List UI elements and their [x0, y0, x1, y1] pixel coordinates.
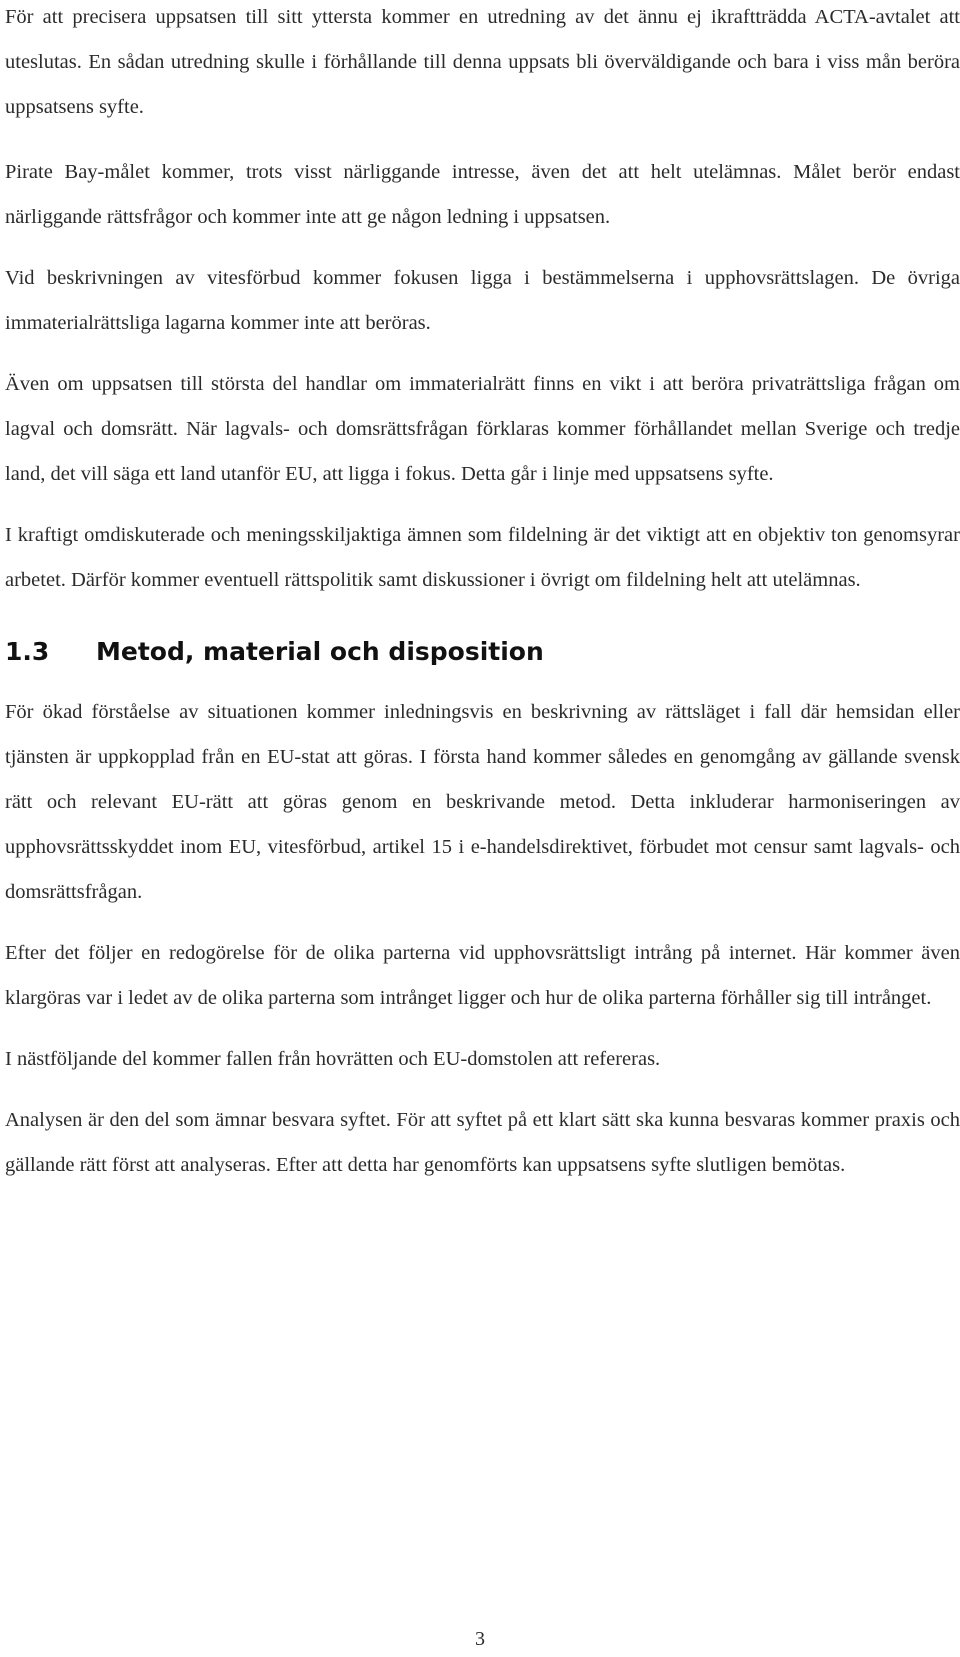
paragraph-objektiv-ton: I kraftigt omdiskuterade och meningsskiljaktiga ämnen som fildelning är det viktigt att en objektiv ton genomsyrar arbetet. Därför kommer eventuell rättspolitik samt diskussioner i övrigt om fildelning helt att utelämnas. [5, 524, 960, 591]
section-heading [5, 632, 960, 672]
paragraph-pirate-bay-exclusion: Pirate Bay-målet kommer, trots visst närliggande intresse, även det att helt utelämnas. Målet berör endast närliggande rättsfrågor och kommer inte att ge någon ledning i uppsatsen. [5, 161, 960, 228]
document-page [5, 0, 960, 1188]
paragraph-lagval-domsratt: Även om uppsatsen till största del handlar om immaterialrätt finns en vikt i att beröra privaträttsliga frågan om lagval och domsrätt. När lagvals- och domsrättsfrågan förklaras kommer förhållandet mellan Sverige och tredje land, det vill säga ett land utanför EU, att ligga i fokus. Detta går i linje med uppsatsens syfte. [5, 373, 960, 485]
section-number: 1.3 [5, 637, 50, 666]
page-number: 3 [475, 1628, 485, 1650]
paragraph-metod-intro: För ökad förståelse av situationen kommer inledningsvis en beskrivning av rättsläget i fall där hemsidan eller tjänsten är uppkopplad från en EU-stat att göras. I första hand kommer således en genomgång av gällande svensk rätt och relevant EU-rätt att göras genom en beskrivande metod. Detta inkluderar harmoniseringen av upphovsrättsskyddet inom EU, vitesförbud, artikel 15 i e-handelsdirektivet, förbudet mot censur samt lagvals- och domsrättsfrågan. [5, 701, 960, 903]
paragraph-fallen: I nästföljande del kommer fallen från hovrätten och EU-domstolen att refereras. [5, 1048, 661, 1070]
paragraph-parterna: Efter det följer en redogörelse för de olika parterna vid upphovsrättsligt intrång på internet. Här kommer även klargöras var i ledet av de olika parterna som intrånget ligger och hur de olika parterna förhåller sig till intrånget. [5, 942, 960, 1009]
paragraph-acta-exclusion: För att precisera uppsatsen till sitt yttersta kommer en utredning av det ännu ej ikraftträdda ACTA-avtalet att uteslutas. En sådan utredning skulle i förhållande till denna uppsats bli överväldigande och bara i viss mån beröra uppsatsens syfte. [5, 6, 960, 118]
paragraph-analysen: Analysen är den del som ämnar besvara syftet. För att syftet på ett klart sätt ska kunna besvaras kommer praxis och gällande rätt först att analyseras. Efter att detta har genomförts kan uppsatsens syfte slutligen bemötas. [5, 1109, 960, 1176]
section-title: Metod, material och disposition [96, 637, 544, 666]
paragraph-vitesforbud-scope: Vid beskrivningen av vitesförbud kommer fokusen ligga i bestämmelserna i upphovsrättslagen. De övriga immaterialrättsliga lagarna kommer inte att beröras. [5, 267, 960, 334]
